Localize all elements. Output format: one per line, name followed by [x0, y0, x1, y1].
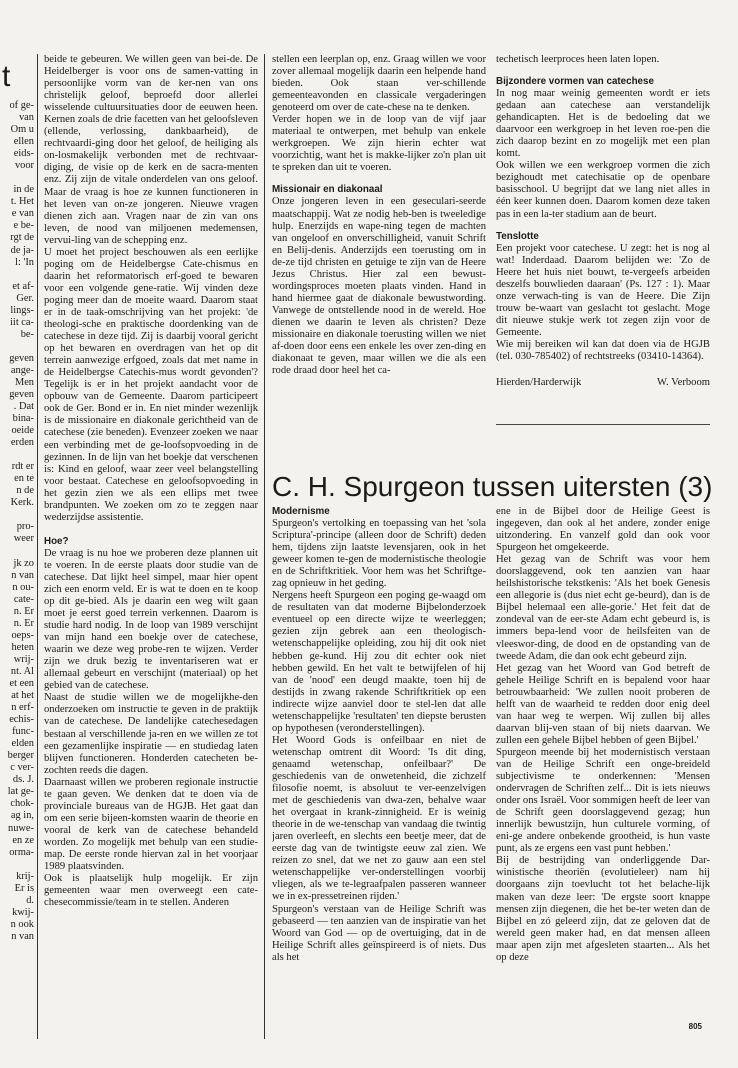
- clipped-text-line: et een: [9, 677, 34, 689]
- spurgeon-column-a: [272, 506, 486, 1018]
- signature-place: Hierden/Harderwijk: [496, 377, 582, 389]
- paragraph: In nog maar weinig gemeenten wordt er iets gedaan aan catechese aan verstandelijk gehandicapten. Het is de bedoeling dat we daarvoor een werkgroep in het leven roe-pen die zich daarop bezint en zo mogelijk met een plan komt.: [496, 88, 710, 160]
- clipped-text-line: n ook: [10, 918, 34, 930]
- spurgeon-column-b: [496, 506, 710, 1018]
- section-heading: Tenslotte: [496, 230, 539, 242]
- clipped-text-line: Om u: [10, 124, 34, 136]
- clipped-text-line: . Dat: [13, 401, 34, 413]
- clipped-text-line: echis-: [9, 714, 34, 726]
- clipped-text-line: kwij-: [12, 906, 34, 918]
- article-column-3: [496, 54, 710, 414]
- paragraph: Daarnaast willen we proberen regionale instructie te gaan geven. We denken dat te doen via de provinciale bureaus van de HGJB. Het gaat dan om een serie bijeen-komsten waarin de theorie en vooral de kerk van de catechese behandeld worden. Zo mogelijk met behulp van een studie-map. De eerste ronde hiervan zal in het voorjaar 1989 plaatsvinden.: [44, 776, 258, 873]
- clipped-title-fragment: t: [2, 60, 11, 93]
- clipped-text-line: n van: [11, 930, 34, 942]
- signature-line: [496, 377, 710, 389]
- clipped-text-line: erden: [10, 437, 34, 449]
- clipped-text-line: et af-: [12, 280, 34, 292]
- paragraph: Ook is plaatselijk hulp mogelijk. Er zijn gemeenten waar men overweegt een cate-chesecommissie/team in te stellen. Anderen: [44, 873, 258, 909]
- clipped-text-line: Er is: [14, 882, 34, 894]
- section-heading: Bijzondere vormen van catechese: [496, 76, 654, 88]
- paragraph: techetisch leerproces heen laten lopen.: [496, 54, 660, 65]
- clipped-text-line: func-: [12, 726, 34, 738]
- paragraph: U moet het project beschouwen als een eerlijke poging om de Heidelbergse Cate-chismus en daarin het reformatorisch erf-goed te bewaren voor een volgende gene-ratie. Wij vinden deze poging meer dan de moeite waard. Daarom staat er in de taak-omschrijving van het projekt: 'de theologi-sche en praktische doordenking van de catechese in deze tijd. Zij is daarbij vooral gericht op het bewaren en overdragen van het op dit terrein aanwezige erfgoed, zoals dat met name in de Heidelbergse Catechis-mus wordt gevonden'? Tegelijk is er in het projekt aandacht voor de opbouw van de Gemeente. Daarom participeert ook de Ger. Bond er in. En niet minder wezenlijk is de missionaire en diakonale gerichtheid van de catechese (zie beneden). Evenzeer zoeken we naar een verbinding met de ge-loofsopvoeding in de gezinnen. In de lijn van het boekje dat verschenen is: Kind en geloof, waar zeer veel belangstelling voor bestaat. Catechese en geloofsopvoeding in het gezin zien we als een ellips met twee brandpunten. We zoeken om zo te zeggen naar wederzijdse assistentie.: [44, 246, 258, 523]
- clipped-text-line: geven: [9, 388, 34, 400]
- section-heading: Modernisme: [272, 506, 330, 517]
- clipped-text-line: chok-: [10, 798, 34, 810]
- clipped-text-line: voor: [14, 160, 34, 172]
- paragraph: Wie mij bereiken wil kan dat doen via de HGJB (tel. 030-785402) of rechtstreeks (03410-14364).: [496, 338, 710, 362]
- clipped-text-line: geven: [9, 352, 34, 364]
- clipped-left-column: [0, 60, 34, 1040]
- column-rule-middle: [264, 54, 265, 1039]
- paragraph: Ook willen we een werkgroep vormen die zich bezighoudt met catechisatie op de openbare basisschool. U begrijpt dat we lang niet alles in één keer kunnen doen. Daarom komen deze taken pas in een la-ter stadium aan de beurt.: [496, 160, 710, 220]
- clipped-text-line: in de: [13, 184, 34, 196]
- article-title: C. H. Spurgeon tussen uitersten (3): [272, 471, 713, 502]
- clipped-block-a: [0, 100, 34, 172]
- paragraph: stellen een leerplan op, enz. Graag willen we voor zover allemaal mogelijk daarin een helpende hand bieden. Ook staan ver-schillende gemeenteavonden en classicale vergaderingen genoteerd om over de cate-chese na te denken.: [272, 54, 486, 114]
- clipped-text-line: c ver-: [10, 762, 34, 774]
- paragraph: Een projekt voor catechese. U zegt: het is nog al wat! Inderdaad. Daarom belijden we: 'Zo de Heere het huis niet bouwt, te-vergeefs arbeiden deszelfs bouwlieden daaraan' (Ps. 127 : 1). Maar onze verwach-ting is van de Heere. Die Zijn trouw be-waart van geslacht tot geslacht. Moge dit nieuwe stukje werk tot zegen zijn voor de Gemeente.: [496, 242, 710, 338]
- paragraph: Naast de studie willen we de mogelijkhe-den onderzoeken om instructie te geven in de praktijk van de catechese. De landelijke catechesedagen bestaan al verschillende ja-ren en we willen ze tot een gezamenlijke inspiratie — en studiedag laten blijven functioneren. Honderden catecheten be-zochten reeds die dagen.: [44, 692, 258, 776]
- clipped-text-line: n de: [16, 485, 34, 497]
- clipped-text-line: n. Er: [13, 605, 34, 617]
- clipped-text-line: ange-: [10, 364, 34, 376]
- clipped-text-line: ag in,: [10, 810, 34, 822]
- column-rule-left: [37, 54, 38, 1039]
- clipped-text-line: nt. Al: [10, 665, 34, 677]
- paragraph: De vraag is nu hoe we proberen deze plannen uit te voeren. In de eerste plaats door studie van de catechese. Dat lijkt heel simpel, maar hier opent zich een enorm veld. Er is wat te doen en te koop op dit ge-bied. Als je daarin een weg wilt gaan moet je eerst goed terrein verkennen. Daarom is studie hard nodig. In de loop van 1989 verschijnt van mijn hand een boekje over de catechese, waarin we deze weg probe-ren te wijzen. Verder zijn we druk bezig te inventariseren wat er allemaal gebeurt en verschijnt (materiaal) op het gebied van de catechese.: [44, 547, 258, 692]
- clipped-text-line: pro-: [16, 521, 34, 533]
- clipped-text-line: Ger.: [16, 292, 34, 304]
- article-column-1: [44, 54, 258, 1034]
- paragraph: Het Woord Gods is onfeilbaar en niet de wetenschap omtrent dit Woord: 'Is dit ding, genaamd wetenschap, onfeilbaar?' De geschiedenis van de onwetenheid, die zichzelf filosofie noemt, is absoluut te ver-eenzelvigen met de geschiedenis van dwa-zen, behalve waar het overgaat in krank-zinnigheid. Er is weinig theorie in de we-tenschap van vandaag die twintig jaren overleeft, en slechts een beetje meer, dat de eerste dag van de twintigste eeuw zal zien. We reizen zo snel, dat we net zo gauw aan een stel wetenschappelijke ver-onderstellingen voorbij vliegen, als we te-legraafpalen passeren wanneer we in ex-pressetreinen rijden.': [272, 734, 486, 903]
- clipped-block-g: [0, 558, 34, 859]
- paragraph: beide te gebeuren. We willen geen van bei-de. De Heidelberger is voor ons de samen-vatting in persoonlijke vorm van de ker-nen van ons christelijk geloof, beproefd door allerlei wisselende cultuursituaties door de eeuwen heen. Kernen zoals de drie facetten van het geloofsleven (ellende, verlossing, dankbaarheid), de rechtvaardi-ging door het geloof, de heiliging als on-losmakelijk verbonden met de rechtvaar-diging, de visie op de kerk en de sacra-menten enz. Zij zijn de vitale onderdelen van ons geloof. Maar de vraag is hoe ze kunnen functioneren in het leven van on-ze jongeren. Nieuwe vragen dienen zich aan. Vragen naar de zin van ons leven, de nood van miljoenen medemensen, vervui-ling van de schepping enz.: [44, 54, 258, 246]
- paragraph: Het gezag van de Schrift was voor hem doorslaggevend, ook ten aanzien van haar heilshistorische tekstkenis: 'Als het boek Genesis een allegorie is (dus niet echt ge-beurd), dan is de Bijbel helemaal een alle-gorie.' Het feit dat de zondeval van de eer-ste Adam echt gebeurd is, is immers bepa-lend voor de heilsfeiten van de vleeswor-ding, de dood en de opstanding van de tweede Adam, die dan ook echt gebeurd zijn.: [496, 554, 710, 662]
- clipped-text-line: ds. J.: [12, 774, 34, 786]
- clipped-text-line: jk zo: [13, 557, 34, 569]
- clipped-text-line: n van: [11, 569, 34, 581]
- clipped-block-c: [0, 281, 34, 341]
- paragraph: Verder hopen we in de loop van de vijf jaar materiaal te ontwerpen, met behulp van enkele werkgroepen. We zijn hierin echter wat voorzichtig, want het is makke-lijker zo'n plan uit te spreken dan uit te voeren.: [272, 114, 486, 174]
- clipped-text-line: heten: [11, 641, 34, 653]
- clipped-text-line: wrij-: [13, 653, 34, 665]
- paragraph: Spurgeon meende bij het modernistisch verstaan van de Heilige Schrift een onge-breideld subjectivisme te onderkennen: 'Mensen ondervragen de Schriften zelf... Dit is iets nieuws onder ons Israël. Voor sommigen heeft de leer van de Schrift geen doorslaggevend gezag; hun innerlijk bewustzijn, hun culturele vorming, of eni-ge andere onbekende grootheid, is hun vaste punt, als ze ergens een vast punt hebben.': [496, 746, 710, 855]
- clipped-text-line: ellen: [13, 136, 34, 148]
- clipped-text-line: d.: [26, 894, 34, 906]
- clipped-text-line: rgt de: [10, 232, 34, 244]
- clipped-text-line: n erf-: [11, 702, 34, 714]
- clipped-text-line: iit ca-: [10, 316, 34, 328]
- clipped-text-line: berger: [7, 750, 34, 762]
- section-heading: Hoe?: [44, 535, 69, 547]
- paragraph: Spurgeon's vertolking en toepassing van het 'sola Scriptura'-principe (alleen door de Schrift) deden hem, tijdens zijn laatste levensjaren, ook in het geweer komen te-gen de modernistische theologie en de Schriftkritiek. Voor hem was het Schriftge-zag opnieuw in het geding.: [272, 518, 486, 590]
- paragraph: Nergens heeft Spurgeon een poging ge-waagd om de resultaten van dat moderne Bijbelonderzoek eventueel op een directe wijze te weerleggen; gezien zijn gebrek aan een theologisch-wetenschappelijke opleiding, zou hij dit ook niet hebben ge-kund. Hij zou dit echter ook niet hebben gewild. En het valt te betwijfelen of hij van de 'nood' een deugd maakte, toen hij de destijds in zwang rakende Schriftkritiek op een indirecte wijze aanviel door te stel-len dat alle wetenschappelijke 'resultaten' ten diepste berusten op hypothesen (veronderstellingen).: [272, 590, 486, 734]
- clipped-text-line: rdt er: [11, 461, 34, 473]
- clipped-text-line: lat ge-: [7, 786, 34, 798]
- clipped-text-line: e van: [11, 208, 34, 220]
- clipped-text-line: n ou-: [12, 581, 34, 593]
- clipped-text-line: elden: [11, 738, 34, 750]
- clipped-text-line: van: [18, 112, 34, 124]
- clipped-text-line: Kerk.: [10, 497, 34, 509]
- clipped-text-line: oeps-: [11, 629, 34, 641]
- clipped-text-line: oeide: [11, 425, 34, 437]
- clipped-text-line: lings-: [10, 304, 34, 316]
- clipped-block-f: [0, 521, 34, 545]
- clipped-block-b: [0, 184, 34, 268]
- clipped-text-line: de ja-: [10, 244, 34, 256]
- clipped-text-line: en te: [14, 473, 34, 485]
- clipped-text-line: nuwe-: [8, 822, 34, 834]
- clipped-text-line: bina-: [12, 413, 34, 425]
- clipped-text-line: t. Het: [10, 196, 34, 208]
- paragraph: Bij de bestrijding van onderliggende Dar-winistische theoriën (evolutieleer) nam hij doorgaans zijn toevlucht tot het belache-lijk maken van deze leer: 'De ergste soort knappe mensen zijn diegenen, die het be-ter weten dan de Bijbel en zó geleerd zijn, dat ze geloven dat de wereld geen maker had, en dat mensen alleen maar apen zijn met afgesleten staarten... Als het op deze: [496, 855, 710, 963]
- clipped-text-line: eids-: [13, 148, 34, 160]
- clipped-text-line: of ge-: [9, 100, 34, 111]
- article-column-2: [272, 54, 486, 446]
- clipped-text-line: e be-: [13, 220, 34, 232]
- clipped-text-line: krij-: [16, 870, 34, 882]
- paragraph: ene in de Bijbel door de Heilige Geest is ingegeven, dan ook al het andere, zonder enige uitzondering. En vanzelf gold dan ook voor Spurgeon het omgekeerde.: [496, 506, 710, 554]
- clipped-text-line: n. Er: [13, 617, 34, 629]
- clipped-text-line: at het: [11, 690, 34, 702]
- clipped-text-line: weer: [13, 533, 34, 545]
- clipped-text-line: l: 'In: [15, 256, 34, 268]
- clipped-block-d: [0, 353, 34, 449]
- paragraph: Onze jongeren leven in een geseculari-seerde maatschappij. Wat ze nodig heb-ben is tweeledige hulp. Enerzijds en wape-ning tegen de machten van ongeloof en onverschilligheid, vanuit Schrift en Belij-denis. Anderzijds een toerusting om in de-ze tijd christen en getuige te zijn van de Heere Jezus Christus. Hier zal een bewust-wordingsproces moeten plaats vinden. Hand in hand hiermee gaat de diakonale bewustwording. Vanwege de ontstellende nood in de wereld. Hoe dienen we daarin te leven als christen? Deze missionaire en diakonale toerusting willen we niet af-doen door eens een enkele les over zen-ding en diakonaat te geven, maar willen we die als een rode draad door heel het ca-: [272, 196, 486, 377]
- signature-author: W. Verboom: [657, 377, 710, 389]
- clipped-text-line: Men: [14, 376, 34, 388]
- clipped-text-line: cate-: [13, 593, 34, 605]
- clipped-text-line: be-: [20, 328, 34, 340]
- clipped-block-h: [0, 871, 34, 943]
- paragraph: Het gezag van het Woord van God betreft de gehele Heilige Schrift en is bepalend voor haar betrouwbaarheid: 'We zullen nooit proberen de helft van de waarheid te redden door enig deel van haar weg te werpen. Wij zullen bij alles daarvan blij-ven staan of bij niets daarvan. We zullen een gehele Bijbel hebben of geen Bijbel.': [496, 662, 710, 746]
- section-heading: Missionair en diakonaal: [272, 184, 383, 196]
- clipped-text-line: en ze: [12, 834, 34, 846]
- clipped-text-line: orma-: [9, 846, 34, 858]
- page-number: 805: [688, 1022, 702, 1031]
- clipped-block-e: [0, 461, 34, 509]
- article-end-rule: [496, 424, 710, 425]
- paragraph: Spurgeon's verstaan van de Heilige Schrift was gebaseerd — ten aanzien van de inspiratie van het Woord van God — op de overtuiging, dat in de Heilige Schrift alles geïnspireerd is of niets. Dus als het: [272, 903, 486, 963]
